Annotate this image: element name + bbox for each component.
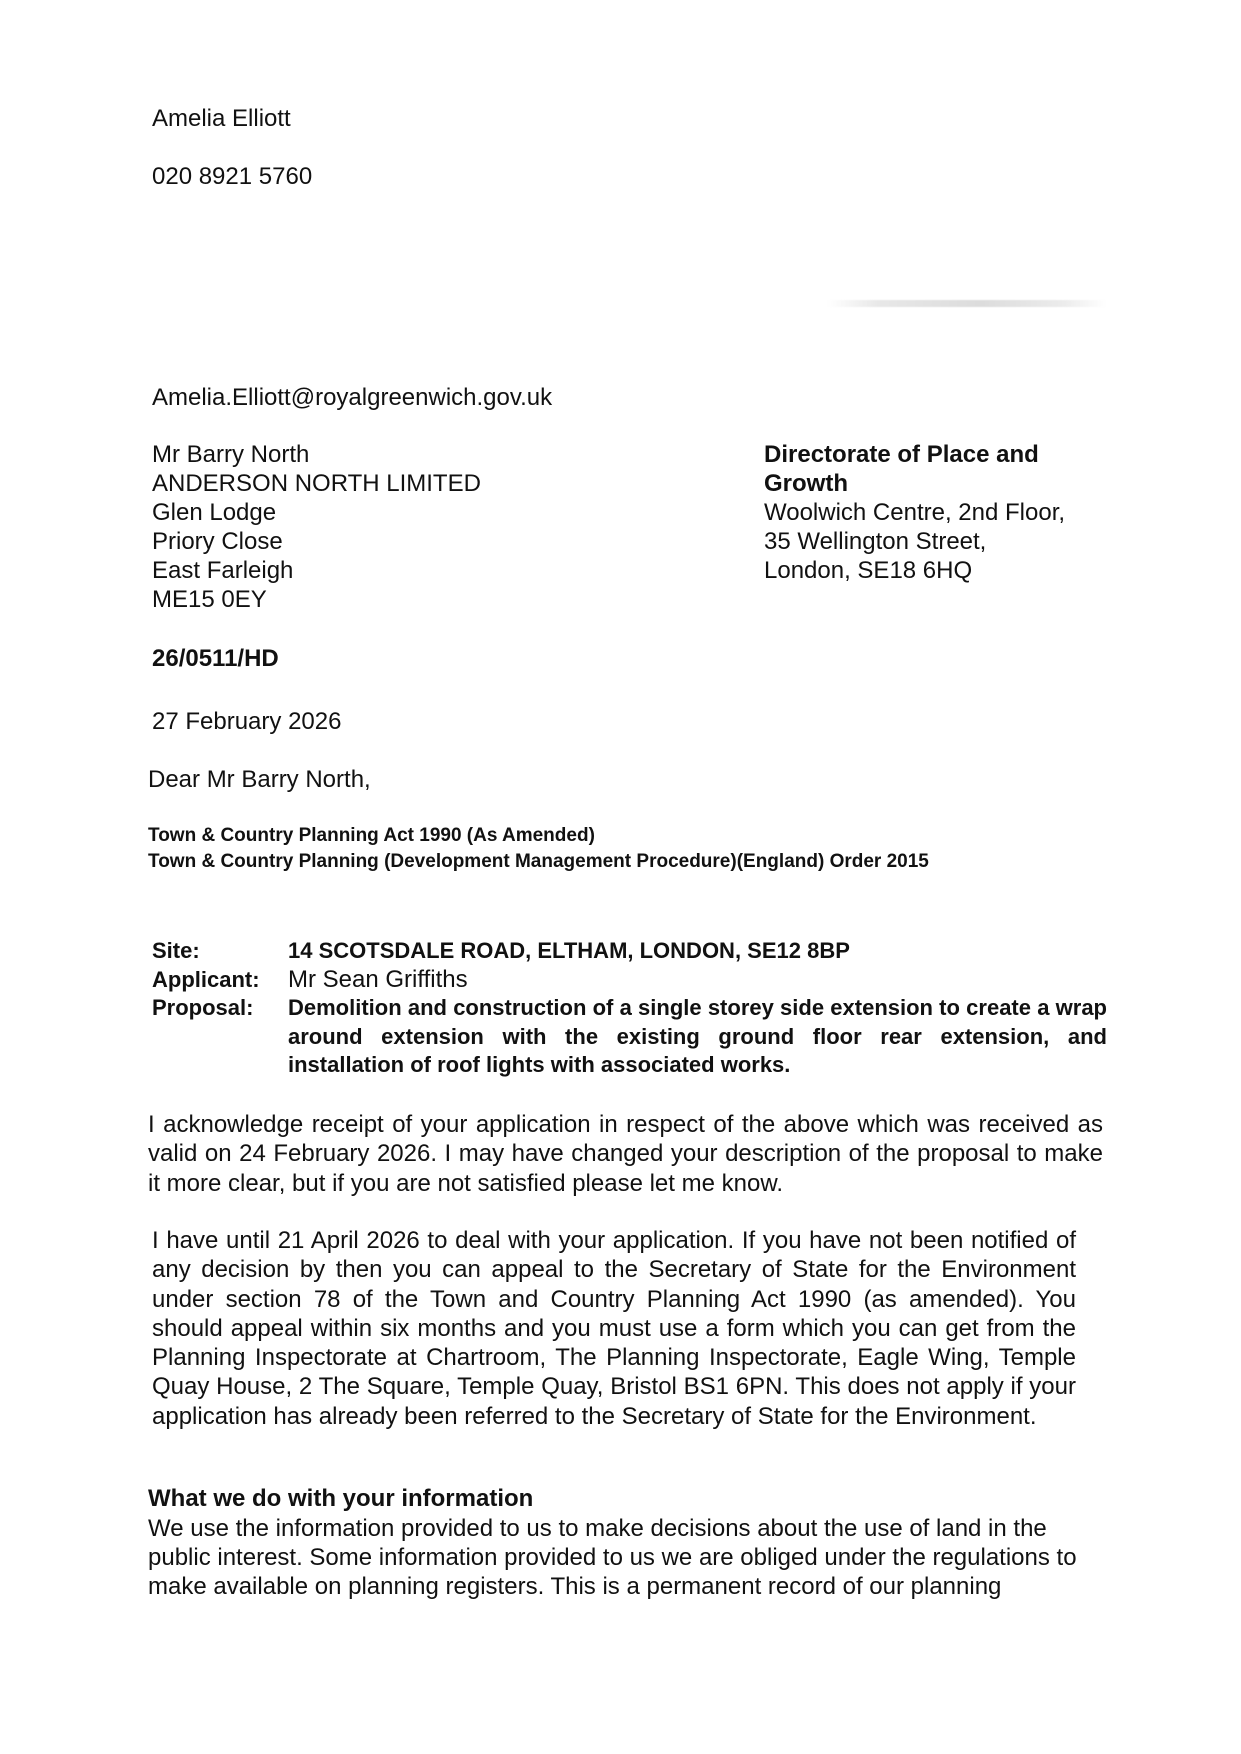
recipient-line: Mr Barry North xyxy=(152,441,310,468)
council-address-line: London, SE18 6HQ xyxy=(764,557,973,584)
information-heading: What we do with your information xyxy=(148,1485,534,1512)
application-details xyxy=(152,937,1107,1080)
council-address-line: 35 Wellington Street, xyxy=(764,528,987,555)
acknowledgement-paragraph: I acknowledge receipt of your application in respect of the above which was received as valid on 24 February 2026. I may have changed your description of the proposal to make it more clear, but if you are not satisfied please let me know. xyxy=(148,1111,1103,1197)
recipient-line: ANDERSON NORTH LIMITED xyxy=(152,470,481,497)
council-address xyxy=(764,440,1065,585)
information-line: make available on planning registers. This is a permanent record of our planning xyxy=(148,1573,1002,1600)
proposal-label: Proposal: xyxy=(152,995,254,1020)
recipient-address xyxy=(152,440,481,614)
sender-email: Amelia.Elliott@royalgreenwich.gov.uk xyxy=(152,384,553,411)
legislation-line: Town & Country Planning (Development Management Procedure)(England) Order 2015 xyxy=(148,851,929,872)
applicant-label: Applicant: xyxy=(152,966,260,992)
site-label: Site: xyxy=(152,938,200,963)
information-line: public interest. Some information provided to us we are obliged under the regulations to xyxy=(148,1544,1077,1571)
department-name: Growth xyxy=(764,470,848,497)
proposal-row xyxy=(152,994,1107,1080)
appeal-paragraph: I have until 21 April 2026 to deal with your application. If you have not been notified of any decision by then you can appeal to the Secretary of State for the Environment under section 78 of the Town and Country Planning Act 1990 (as amended). You should appeal within six months and you must use a form which you can get from the Planning Inspectorate at Chartroom, The Planning Inspectorate, Eagle Wing, Temple Quay House, 2 The Square, Temple Quay, Bristol BS1 6PN. This does not apply if your application has already been referred to the Secretary of State for the Environment. xyxy=(152,1227,1076,1430)
proposal-value: Demolition and construction of a single storey side extension to create a wrap around extension with the existing ground floor rear extension, and installation of roof lights with associated works. xyxy=(288,995,1107,1077)
council-address-line: Woolwich Centre, 2nd Floor, xyxy=(764,499,1066,526)
reference-number: 26/0511/HD xyxy=(152,645,279,672)
information-section xyxy=(148,1484,1077,1601)
site-row xyxy=(152,937,1107,966)
legislation-line: Town & Country Planning Act 1990 (As Amended) xyxy=(148,825,595,846)
department-name: Directorate of Place and xyxy=(764,441,1039,468)
letter-date: 27 February 2026 xyxy=(152,708,342,735)
sender-phone: 020 8921 5760 xyxy=(152,163,313,190)
site-value: 14 SCOTSDALE ROAD, ELTHAM, LONDON, SE12 8BP xyxy=(288,938,850,963)
sender-name: Amelia Elliott xyxy=(152,105,291,132)
recipient-line: Glen Lodge xyxy=(152,499,277,526)
salutation: Dear Mr Barry North, xyxy=(148,766,371,793)
applicant-value: Mr Sean Griffiths xyxy=(288,965,468,993)
recipient-line: East Farleigh xyxy=(152,557,294,584)
scan-artifact xyxy=(828,300,1106,307)
legislation-block xyxy=(148,823,929,875)
recipient-line: ME15 0EY xyxy=(152,586,267,613)
applicant-row xyxy=(152,966,1107,995)
recipient-line: Priory Close xyxy=(152,528,283,555)
information-line: We use the information provided to us to make decisions about the use of land in the xyxy=(148,1515,1047,1542)
